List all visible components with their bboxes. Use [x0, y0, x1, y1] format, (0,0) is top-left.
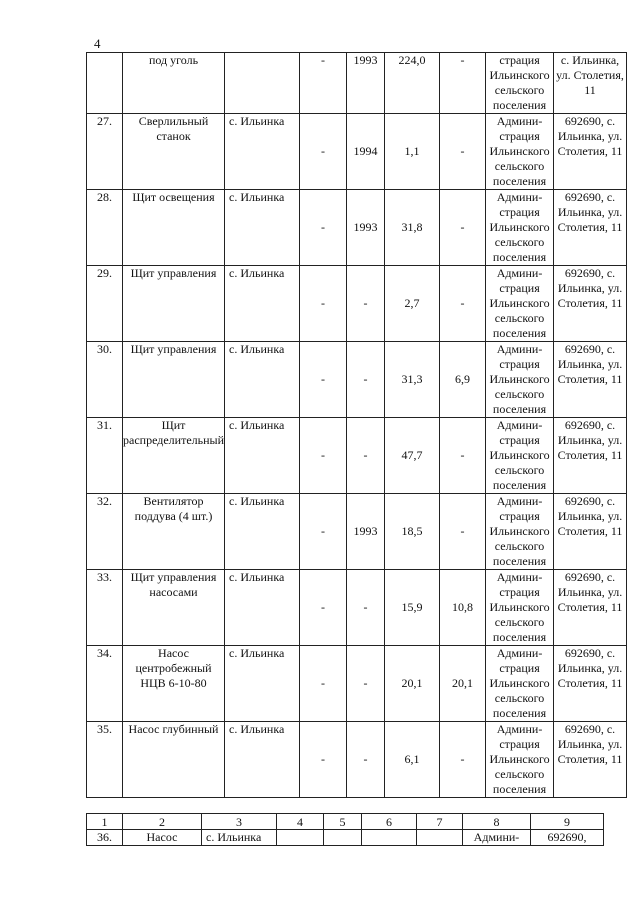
cell-owner: Админи-страция Ильинского сельского поселения	[486, 646, 554, 722]
cell-owner: Админи-страция Ильинского сельского поселения	[486, 722, 554, 798]
cell-address: 692690, с. Ильинка, ул. Столетия, 11	[554, 342, 627, 418]
cell-year: 1993	[347, 190, 385, 266]
cell-value: 2,7	[385, 266, 440, 342]
inventory-table	[86, 52, 627, 798]
col-number-4: 4	[277, 814, 324, 830]
cell-year: 1993	[347, 494, 385, 570]
cell-name: Щит управления насосами	[123, 570, 225, 646]
cell-num	[87, 53, 123, 114]
cell-c4: -	[300, 114, 347, 190]
cell-name: Сверлильный станок	[123, 114, 225, 190]
cell-value	[362, 830, 417, 846]
cell-name: Насос	[123, 830, 202, 846]
table-row	[87, 114, 627, 190]
table-row	[87, 570, 627, 646]
cell-c7: -	[440, 266, 486, 342]
cell-place: с. Ильинка	[225, 646, 300, 722]
cell-place: с. Ильинка	[225, 190, 300, 266]
cell-c7: -	[440, 114, 486, 190]
cell-num: 32.	[87, 494, 123, 570]
cell-address: 692690, с. Ильинка, ул. Столетия, 11	[554, 114, 627, 190]
cell-name: Насос центробежный НЦВ 6-10-80	[123, 646, 225, 722]
cell-address: с. Ильинка, ул. Столетия, 11	[554, 53, 627, 114]
cell-owner: Админи-страция Ильинского сельского поселения	[486, 570, 554, 646]
col-number-8: 8	[463, 814, 531, 830]
table-row	[87, 342, 627, 418]
col-number-7: 7	[417, 814, 463, 830]
cell-c7	[417, 830, 463, 846]
cell-address: 692690,	[531, 830, 604, 846]
cell-num: 27.	[87, 114, 123, 190]
cell-name: Вентилятор поддува (4 шт.)	[123, 494, 225, 570]
cell-owner: Админи-страция Ильинского сельского поселения	[486, 114, 554, 190]
cell-year: -	[347, 342, 385, 418]
cell-c7: 6,9	[440, 342, 486, 418]
cell-place: с. Ильинка	[225, 114, 300, 190]
cell-num: 36.	[87, 830, 123, 846]
cell-value: 31,8	[385, 190, 440, 266]
table-row	[87, 418, 627, 494]
table-row	[87, 646, 627, 722]
cell-name: Щит управления	[123, 342, 225, 418]
cell-num: 30.	[87, 342, 123, 418]
cell-address: 692690, с. Ильинка, ул. Столетия, 11	[554, 190, 627, 266]
cell-address: 692690, с. Ильинка, ул. Столетия, 11	[554, 494, 627, 570]
cell-num: 34.	[87, 646, 123, 722]
cell-value: 20,1	[385, 646, 440, 722]
cell-address: 692690, с. Ильинка, ул. Столетия, 11	[554, 266, 627, 342]
col-number-2: 2	[123, 814, 202, 830]
cell-year: -	[347, 646, 385, 722]
cell-owner: страция Ильинского сельского поселения	[486, 53, 554, 114]
cell-c7: 20,1	[440, 646, 486, 722]
cell-c4: -	[300, 342, 347, 418]
table-row	[87, 266, 627, 342]
cell-address: 692690, с. Ильинка, ул. Столетия, 11	[554, 418, 627, 494]
cell-value: 18,5	[385, 494, 440, 570]
cell-value: 224,0	[385, 53, 440, 114]
column-number-row	[87, 814, 604, 830]
table-row	[87, 494, 627, 570]
cell-address: 692690, с. Ильинка, ул. Столетия, 11	[554, 722, 627, 798]
cell-owner: Админи-страция Ильинского сельского поселения	[486, 342, 554, 418]
cell-c4: -	[300, 494, 347, 570]
cell-c7: -	[440, 722, 486, 798]
cell-year	[324, 830, 362, 846]
cell-value: 6,1	[385, 722, 440, 798]
cell-c7: -	[440, 494, 486, 570]
cell-c4: -	[300, 190, 347, 266]
cell-num: 28.	[87, 190, 123, 266]
table-row-continued	[87, 53, 627, 114]
cell-name: Щит управления	[123, 266, 225, 342]
cell-place	[225, 53, 300, 114]
cell-c4	[277, 830, 324, 846]
cell-year: -	[347, 570, 385, 646]
cell-owner: Админи-	[463, 830, 531, 846]
cell-num: 29.	[87, 266, 123, 342]
cell-place: с. Ильинка	[225, 418, 300, 494]
cell-value: 1,1	[385, 114, 440, 190]
cell-num: 31.	[87, 418, 123, 494]
cell-value: 47,7	[385, 418, 440, 494]
cell-name: Насос глубинный	[123, 722, 225, 798]
cell-c4: -	[300, 266, 347, 342]
col-number-6: 6	[362, 814, 417, 830]
col-number-3: 3	[202, 814, 277, 830]
cell-owner: Админи-страция Ильинского сельского поселения	[486, 418, 554, 494]
cell-c7: -	[440, 53, 486, 114]
cell-value: 15,9	[385, 570, 440, 646]
continuation-table	[86, 813, 604, 846]
table-row	[87, 830, 604, 846]
cell-place: с. Ильинка	[202, 830, 277, 846]
cell-place: с. Ильинка	[225, 494, 300, 570]
cell-owner: Админи-страция Ильинского сельского поселения	[486, 494, 554, 570]
col-number-5: 5	[324, 814, 362, 830]
table-row	[87, 190, 627, 266]
table-row	[87, 722, 627, 798]
cell-owner: Админи-страция Ильинского сельского поселения	[486, 190, 554, 266]
cell-year: 1993	[347, 53, 385, 114]
cell-c4: -	[300, 53, 347, 114]
cell-year: -	[347, 722, 385, 798]
cell-c7: 10,8	[440, 570, 486, 646]
cell-place: с. Ильинка	[225, 266, 300, 342]
cell-year: -	[347, 418, 385, 494]
cell-year: -	[347, 266, 385, 342]
cell-place: с. Ильинка	[225, 570, 300, 646]
cell-c4: -	[300, 646, 347, 722]
cell-c7: -	[440, 190, 486, 266]
cell-address: 692690, с. Ильинка, ул. Столетия, 11	[554, 646, 627, 722]
cell-c4: -	[300, 570, 347, 646]
cell-name: Щит распределительный	[123, 418, 225, 494]
cell-name: под уголь	[123, 53, 225, 114]
col-number-9: 9	[531, 814, 604, 830]
cell-c4: -	[300, 722, 347, 798]
cell-place: с. Ильинка	[225, 342, 300, 418]
cell-num: 35.	[87, 722, 123, 798]
cell-c7: -	[440, 418, 486, 494]
page-number: 4	[94, 36, 101, 51]
cell-num: 33.	[87, 570, 123, 646]
cell-owner: Админи-страция Ильинского сельского поселения	[486, 266, 554, 342]
cell-address: 692690, с. Ильинка, ул. Столетия, 11	[554, 570, 627, 646]
cell-place: с. Ильинка	[225, 722, 300, 798]
cell-value: 31,3	[385, 342, 440, 418]
cell-c4: -	[300, 418, 347, 494]
col-number-1: 1	[87, 814, 123, 830]
cell-year: 1994	[347, 114, 385, 190]
cell-name: Щит освещения	[123, 190, 225, 266]
